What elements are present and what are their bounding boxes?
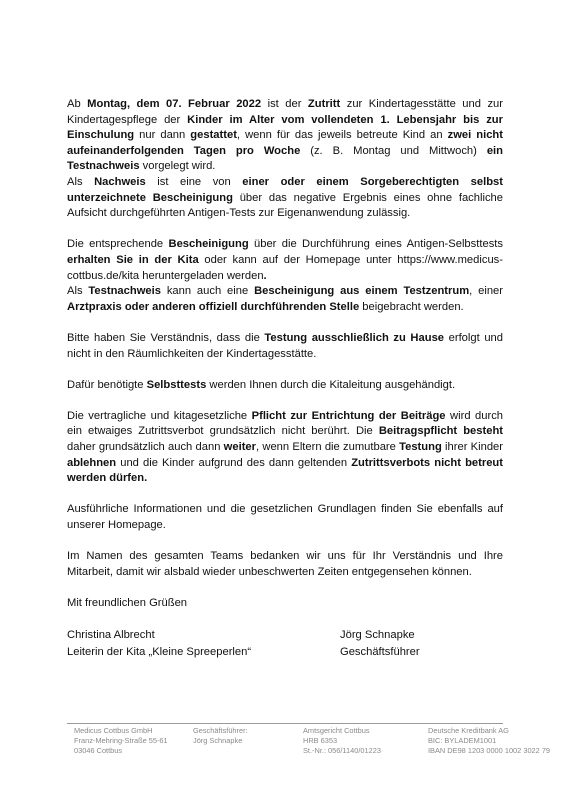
footer-registry — [303, 726, 381, 756]
signer-role: Geschäftsführer — [340, 646, 420, 658]
text-span: , wenn Eltern die zumutbare — [256, 441, 400, 454]
paragraph-spacer — [67, 580, 503, 596]
paragraph-access-rule — [67, 97, 503, 175]
text-span: (z. B. Montag und Mittwoch) — [300, 144, 487, 157]
paragraph-proof — [67, 175, 503, 222]
text-emphasis: Bescheinigung aus einem Testzentrum — [254, 285, 470, 298]
text-emphasis: Pflicht zur Entrichtung der Beiträge — [251, 409, 446, 422]
footer-bank — [428, 726, 550, 756]
text-emphasis: gestattet — [190, 129, 237, 142]
text-emphasis: ein Testnachweis — [67, 144, 503, 173]
text-span: Bitte haben Sie Verständnis, dass die — [67, 331, 265, 344]
paragraph-spacer — [67, 362, 503, 378]
text-span: oder kann auf der Homepage unter https://www.medicus-cottbus.de/kita heruntergeladen werden — [67, 253, 503, 282]
closing-greeting: Mit freundlichen Grüßen — [67, 597, 188, 609]
text-span: und die Kinder aufgrund des dann geltenden — [116, 456, 352, 469]
letter-body — [67, 97, 503, 612]
text-span: Als — [67, 175, 95, 188]
date-emphasis: Montag, dem 07. Februar 2022 — [87, 98, 262, 110]
paragraph-spacer — [67, 487, 503, 503]
text-span: Ab — [67, 98, 88, 110]
text-emphasis: Bescheinigung — [168, 238, 249, 251]
text-span: vorgelegt wird. — [139, 160, 216, 173]
text-span: Dafür benötigte — [67, 378, 147, 391]
text-emphasis: Nachweis — [94, 175, 146, 188]
text-emphasis: weiter — [223, 441, 257, 454]
footer-line: St.-Nr.: 056/1140/01223 — [303, 746, 381, 755]
paragraph-self-tests — [67, 378, 503, 394]
text-span: über das negative Ergebnis eines ohne fachliche Aufsicht durchgeführten Antigen-Tests zur Eigenanwendung zulässig. — [67, 191, 503, 220]
text-span: Die vertragliche und kitagesetzliche — [67, 409, 252, 422]
text-emphasis: Selbsttests — [146, 378, 207, 391]
paragraph-certificate — [67, 237, 503, 284]
text-span: werden Ihnen durch die Kitaleitung ausgehändigt. — [206, 378, 456, 391]
text-emphasis: Kinder im Alter vom vollendeten 1. Lebensjahr bis zur Einschulung — [67, 113, 503, 142]
paragraph-more-info: Ausführliche Informationen und die gesetzlichen Grundlagen finden Sie ebenfalls auf unserer Homepage. — [67, 503, 503, 532]
text-emphasis: . — [263, 269, 267, 282]
paragraph-home-testing — [67, 331, 503, 362]
text-span: ist der — [261, 98, 308, 110]
footer-management — [193, 726, 248, 746]
footer-line: Jörg Schnapke — [193, 736, 243, 745]
paragraph-spacer — [67, 393, 503, 409]
text-span: ihrer Kinder — [441, 441, 504, 454]
paragraph-spacer — [67, 534, 503, 550]
signer-name: Christina Albrecht — [67, 629, 155, 641]
text-emphasis: Arztpraxis oder anderen offiziell durchführenden Stelle — [67, 300, 360, 313]
text-span: kann auch eine — [160, 285, 255, 298]
text-span: nur dann — [134, 129, 191, 142]
text-emphasis: zwei nicht aufeinanderfolgenden Tagen pro Woche — [67, 129, 503, 157]
signature-left — [67, 627, 251, 661]
footer-line: Deutsche Kreditbank AG — [428, 726, 509, 735]
text-span: daher grundsätzlich auch dann — [67, 441, 224, 454]
signature-right — [340, 627, 420, 661]
text-emphasis: ablehnen — [67, 456, 117, 469]
signer-name: Jörg Schnapke — [340, 629, 415, 641]
footer-line: BIC: BYLADEM1001 — [428, 736, 497, 745]
text-span: über die Durchführung eines Antigen-Selbsttests — [248, 238, 503, 251]
footer-line: HRB 6353 — [303, 736, 338, 745]
paragraph-fees — [67, 409, 503, 487]
signer-role: Leiterin der Kita „Kleine Spreeperlen“ — [67, 646, 252, 658]
text-emphasis: Zutrittsverbots nicht betreut werden dürfen. — [67, 456, 503, 485]
text-emphasis: Testung — [399, 441, 442, 454]
text-span: Als — [67, 285, 89, 298]
paragraph-spacer — [67, 222, 503, 238]
text-span: erfolgt und nicht in den Räumlichkeiten der Kindertagesstätte. — [67, 331, 503, 360]
text-emphasis: Testung ausschließlich zu Hause — [264, 331, 445, 344]
text-span: beigebracht werden. — [359, 300, 464, 313]
text-emphasis: einer oder einem Sorgeberechtigten selbst unterzeichnete Bescheinigung — [67, 175, 503, 204]
footer-line: 03046 Cottbus — [74, 746, 123, 755]
paragraph-test-center — [67, 284, 503, 315]
footer-line: Geschäftsführer: — [193, 726, 248, 735]
text-span: , einer — [469, 285, 504, 298]
text-emphasis: Zutritt — [307, 98, 341, 110]
footer-company — [74, 726, 168, 756]
text-span: ist eine von — [145, 175, 243, 188]
text-span: wird durch ein etwaiges Zutrittsverbot grundsätzlich nicht berührt. Die — [67, 409, 504, 438]
text-emphasis: Testnachweis — [88, 285, 161, 298]
footer-line: Medicus Cottbus GmbH — [74, 726, 153, 735]
paragraph-thanks: Im Namen des gesamten Teams bedanken wir uns für Ihr Verständnis und Ihre Mitarbeit, damit wir alsbald wieder unbeschwerten Zeiten entgegensehen können. — [67, 550, 503, 578]
footer-line: IBAN DE98 1203 0000 1002 3022 79 — [428, 746, 551, 755]
text-emphasis: Beitragspflicht besteht — [378, 425, 503, 438]
footer-divider — [67, 723, 503, 724]
text-span: zur Kindertagesstätte und zur Kindertagespflege der — [67, 98, 503, 126]
text-span: Die entsprechende — [67, 238, 169, 251]
footer-line: Franz-Mehring-Straße 55-61 — [74, 736, 168, 745]
footer-line: Amtsgericht Cottbus — [303, 726, 370, 735]
text-span: , wenn für das jeweils betreute Kind an — [236, 129, 448, 142]
text-emphasis: erhalten Sie in der Kita — [67, 253, 199, 266]
paragraph-spacer — [67, 315, 503, 331]
